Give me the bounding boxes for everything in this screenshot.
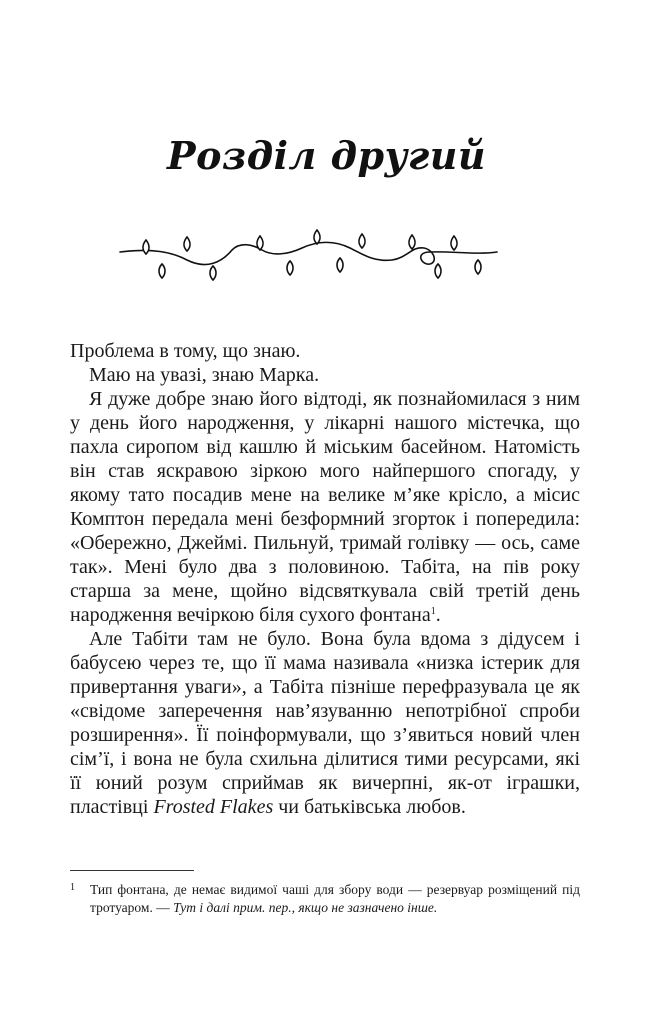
- footnote: [70, 881, 580, 917]
- chapter-body: [70, 339, 580, 819]
- string-lights-ornament: [112, 222, 502, 284]
- paragraph-2: Маю на увазі, знаю Марка.: [89, 364, 320, 386]
- footnote-divider: [70, 870, 194, 871]
- footnote-text-a: Тип фонтана, де немає видимої чаші для збору води — резервуар розміщений під тротуаром. —: [90, 882, 580, 915]
- paragraph-3-text: Я дуже добре знаю його відтоді, як познайомилася з ним у день його народження, у лікарні нашого містечка, що пахла сиропом від кашлю й міським басейном. Натомість він став яскравою зіркою мого найпершого спогаду, у якому тато посадив мене на велике м’яке крісло, а місис Комптон передала мені безформний згорток і попередила: «Обережно, Джеймі. Пильнуй, тримай голівку — ось, саме так». Мені було два з половиною. Табіта, на пів року старша за мене, щойно відсвяткувала свій третій день народження вечіркою біля сухого фонтана: [70, 388, 580, 626]
- footnote-text: [70, 881, 580, 917]
- paragraph-3: Я дуже добре знаю його відтоді, як познайомилася з ним у день його народження, у лікарні нашого містечка, що пахла сиропом від кашлю й міським басейном. Натомість він став яскравою зіркою мого найпершого спогаду, у якому тато посадив мене на велике м’яке крісло, а місис Комптон передала мені безформний згорток і попередила: «Обережно, Джеймі. Пильнуй, тримай голівку — ось, саме так». Мені було два з половиною. Табіта, на пів року старша за мене, щойно відсвяткувала свій третій день народження вечіркою біля сухого фонтана$^1$.: [70, 388, 580, 626]
- paragraph-4: [70, 627, 580, 819]
- paragraph-4-text-b: чи батьківська любов.: [273, 796, 466, 818]
- paragraph-4-text-a: Але Табіти там не було. Вона була вдома з дідусем і бабусею через те, що її мама називала «низка істерик для привертання уваги», а Табіта пізніше перефразувала це як «свідоме заперечення нав’язуванню непотрібної спроби розширення». Її поінформували, що з’явиться новий член сім’ї, і вона не була схильна ділитися тими ресурсами, які її юний розум сприймав як вичерпні, як-от іграшки, пластівці: [70, 628, 580, 818]
- brand-name: Frosted Flakes: [153, 796, 274, 818]
- footnote-text-b: Тут і далі прим. пер., якщо не зазначено інше.: [173, 900, 438, 915]
- footnote-number: 1: [70, 882, 75, 893]
- footnote-reference: 1: [430, 606, 436, 617]
- chapter-title: Розділ другий: [167, 133, 486, 178]
- paragraph-1: Проблема в тому, що знаю.: [70, 340, 301, 362]
